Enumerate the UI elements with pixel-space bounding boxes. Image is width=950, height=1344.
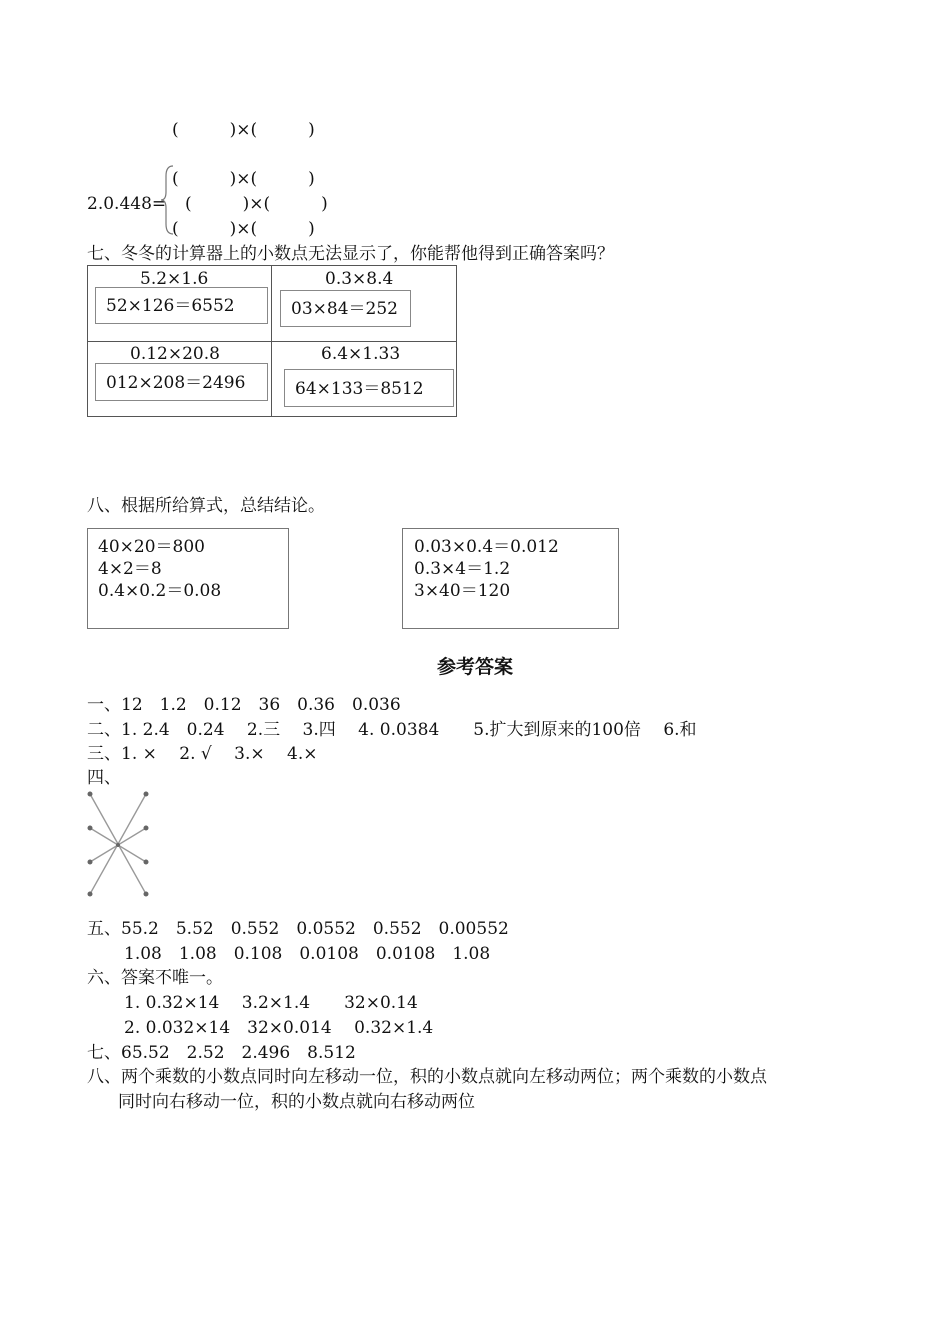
answer-8-line-2: 同时向右移动一位，积的小数点就向右移动两位 <box>118 1092 475 1112</box>
answer-8-line-1: 八、两个乘数的小数点同时向左移动一位，积的小数点就向左移动两位；两个乘数的小数点 <box>87 1067 767 1087</box>
right-equation-3: 3×40＝120 <box>414 581 511 601</box>
left-equation-1: 40×20＝800 <box>98 537 205 557</box>
blank-product-line-2: ( )×( ) <box>172 169 315 189</box>
left-equation-2: 4×2＝8 <box>98 559 162 579</box>
answer-6-line-1: 1. 0.32×14 3.2×1.4 32×0.14 <box>124 993 418 1013</box>
blank-product-line-4: ( )×( ) <box>172 219 315 239</box>
matching-lines-figure <box>86 790 150 900</box>
section-7-title: 七、冬冬的计算器上的小数点无法显示了，你能帮他得到正确答案吗？ <box>87 244 614 264</box>
answer-6-line-2: 2. 0.032×14 32×0.014 0.32×1.4 <box>124 1018 434 1038</box>
cell-1-display: 52×126＝6552 <box>95 287 268 324</box>
answers-heading: 参考答案 <box>436 656 513 678</box>
right-equation-2: 0.3×4＝1.2 <box>414 559 511 579</box>
cell-4-question: 6.4×1.33 <box>321 344 401 364</box>
item-2-label: 2.0.448= <box>87 194 167 214</box>
answer-5-line-2: 1.08 1.08 0.108 0.0108 0.0108 1.08 <box>124 944 491 964</box>
cell-4-display: 64×133＝8512 <box>284 369 454 407</box>
cell-3-question: 0.12×20.8 <box>130 344 220 364</box>
answer-2: 二、1. 2.4 0.24 2.三 3.四 4. 0.0384 5.扩大到原来的100倍 6.和 <box>87 720 697 740</box>
cell-3-display: 012×208＝2496 <box>95 363 268 401</box>
answer-4-label: 四、 <box>87 768 121 788</box>
answer-1: 一、12 1.2 0.12 36 0.36 0.036 <box>87 695 401 715</box>
answer-5-line-1: 五、55.2 5.52 0.552 0.0552 0.552 0.00552 <box>87 919 509 939</box>
blank-product-line-3: ( )×( ) <box>185 194 328 214</box>
answer-3: 三、1. × 2. √ 3.× 4.× <box>87 744 318 764</box>
blank-product-line-1: ( )×( ) <box>172 120 315 140</box>
answer-6-title: 六、答案不唯一。 <box>87 968 223 988</box>
left-equation-3: 0.4×0.2＝0.08 <box>98 581 222 601</box>
table-divider-horizontal <box>88 341 456 342</box>
cell-1-question: 5.2×1.6 <box>140 269 209 289</box>
section-8-title: 八、根据所给算式，总结结论。 <box>87 496 325 516</box>
cell-2-question: 0.3×8.4 <box>325 269 394 289</box>
answer-7: 七、65.52 2.52 2.496 8.512 <box>87 1043 356 1063</box>
cell-2-display: 03×84＝252 <box>280 290 411 327</box>
right-equation-1: 0.03×0.4＝0.012 <box>414 537 559 557</box>
